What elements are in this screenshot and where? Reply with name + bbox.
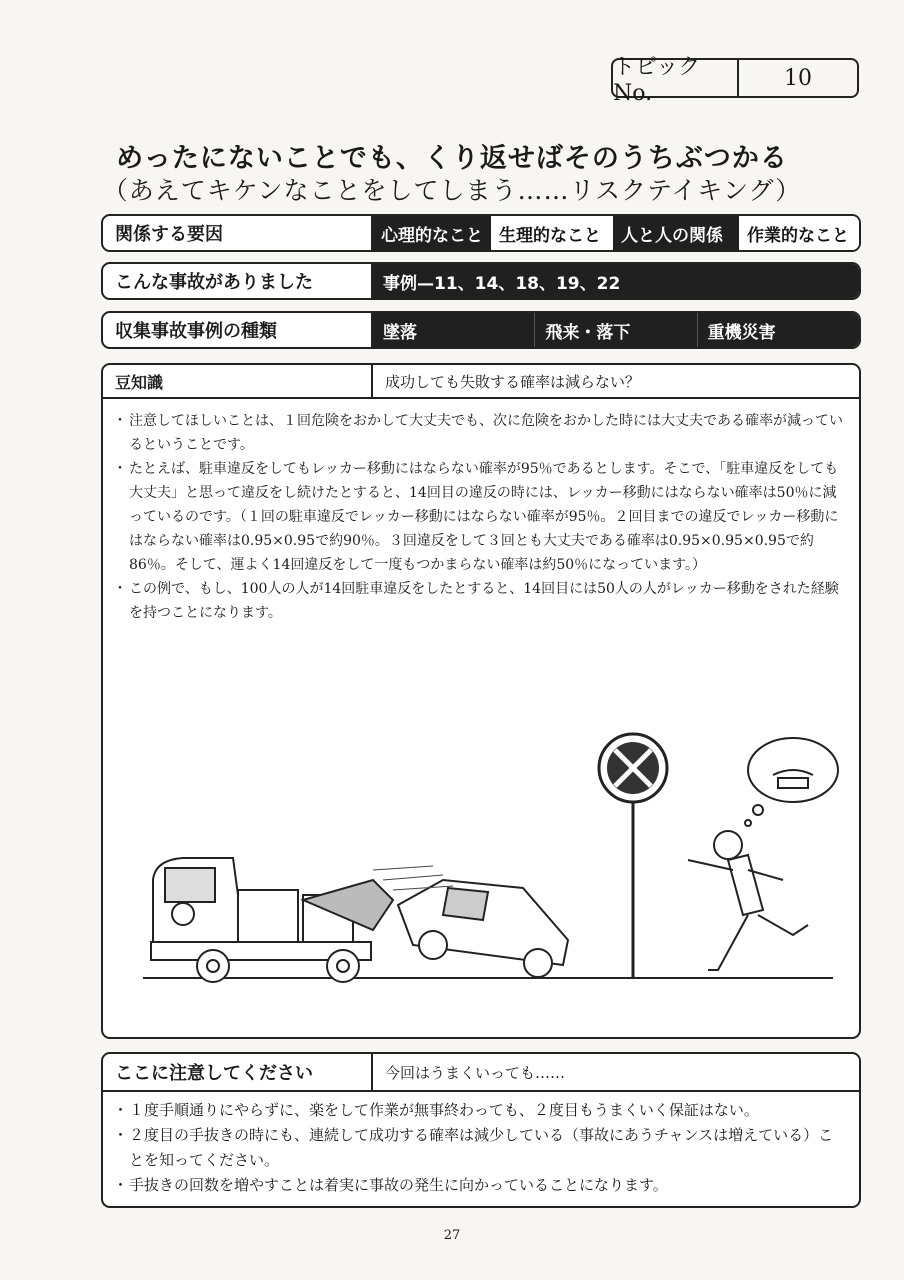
page-subtitle: （あえてキケンなことをしてしまう……リスクテイキング） [102, 176, 802, 205]
factors-row [101, 214, 861, 252]
caution-bullet: ・ ２度目の手抜きの時にも、連続して成功する確率は減少している（事故にあうチャンスは増えている）ことを知ってください。 [117, 1123, 845, 1173]
factors-label: 関係する要因 [103, 216, 373, 250]
tow-truck-illustration [143, 730, 843, 1020]
caution-label: ここに注意してください [103, 1054, 373, 1090]
trivia-label: 豆知識 [103, 365, 373, 397]
trivia-bullet: ・ 注意してほしいことは、１回危険をおかして大丈夫でも、次に危険をおかした時には大丈夫である確率が減っているということです。 [117, 409, 845, 457]
factor-operational: 作業的なこと [739, 216, 859, 250]
topic-label: トピックNo. [613, 60, 739, 96]
factor-physiological: 生理的なこと [491, 216, 613, 250]
trivia-bullet: ・ たとえば、駐車違反をしてもレッカー移動にはならない確率が95％であるとします。そこで、「駐車違反をしても大丈夫」と思って違反をし続けたとすると、14回目の違反の時には、レッカー移動にはならない確率は50％に減っているのです。（１回の駐車違反でレッカー移動にはならない確率が95％。２回目までの違反でレッカー移動にはならない確率は0.95×0.95で約90％。３回違反をして３回とも大丈夫である確率は0.95×0.95×0.95で約86％。そして、運よく14回違反をして一度もつかまらない確率は約50％になっています。） [117, 457, 845, 577]
no-parking-sign-icon [599, 734, 667, 978]
topic-number: 10 [784, 65, 812, 91]
caution-bullet: ・ 手抜きの回数を増やすことは着実に事故の発生に向かっていることになります。 [117, 1173, 845, 1198]
factor-interpersonal: 人と人の関係 [613, 216, 739, 250]
caution-headline: 今回はうまくいっても…… [385, 1063, 566, 1082]
worried-thought-bubble-icon [745, 738, 838, 826]
factor-psychological: 心理的なこと [373, 216, 491, 250]
caution-panel [101, 1052, 861, 1208]
accidents-label: こんな事故がありました [103, 264, 373, 298]
trivia-bullets [103, 399, 859, 625]
type-fall: 墜落 [373, 313, 535, 347]
types-label: 収集事故事例の種類 [103, 313, 373, 347]
types-row [101, 311, 861, 349]
caution-bullets [103, 1092, 859, 1198]
accident-cases: 事例—11、14、18、19、22 [383, 273, 621, 294]
type-flying-falling: 飛来・落下 [535, 313, 697, 347]
page-number: 27 [443, 1228, 461, 1243]
towed-car-icon [398, 880, 568, 977]
trivia-panel [101, 363, 861, 1039]
trivia-headline: 成功しても失敗する確率は減らない？ [385, 372, 641, 391]
running-man-icon [688, 831, 808, 970]
type-heavy-machinery: 重機災害 [707, 322, 776, 343]
caution-bullet: ・ １度手順通りにやらずに、楽をして作業が無事終わっても、２度目もうまくいく保証はない。 [117, 1098, 845, 1123]
page-title: めったにないことでも、くり返せばそのうちぶつかる [116, 143, 788, 174]
trivia-bullet: ・ この例で、もし、100人の人が14回駐車違反をしたとすると、14回目には50人の人がレッカー移動をされた経験を持つことになります。 [117, 577, 845, 625]
tow-truck-icon [151, 858, 393, 982]
accidents-row [101, 262, 861, 300]
topic-number-box [611, 55, 859, 106]
